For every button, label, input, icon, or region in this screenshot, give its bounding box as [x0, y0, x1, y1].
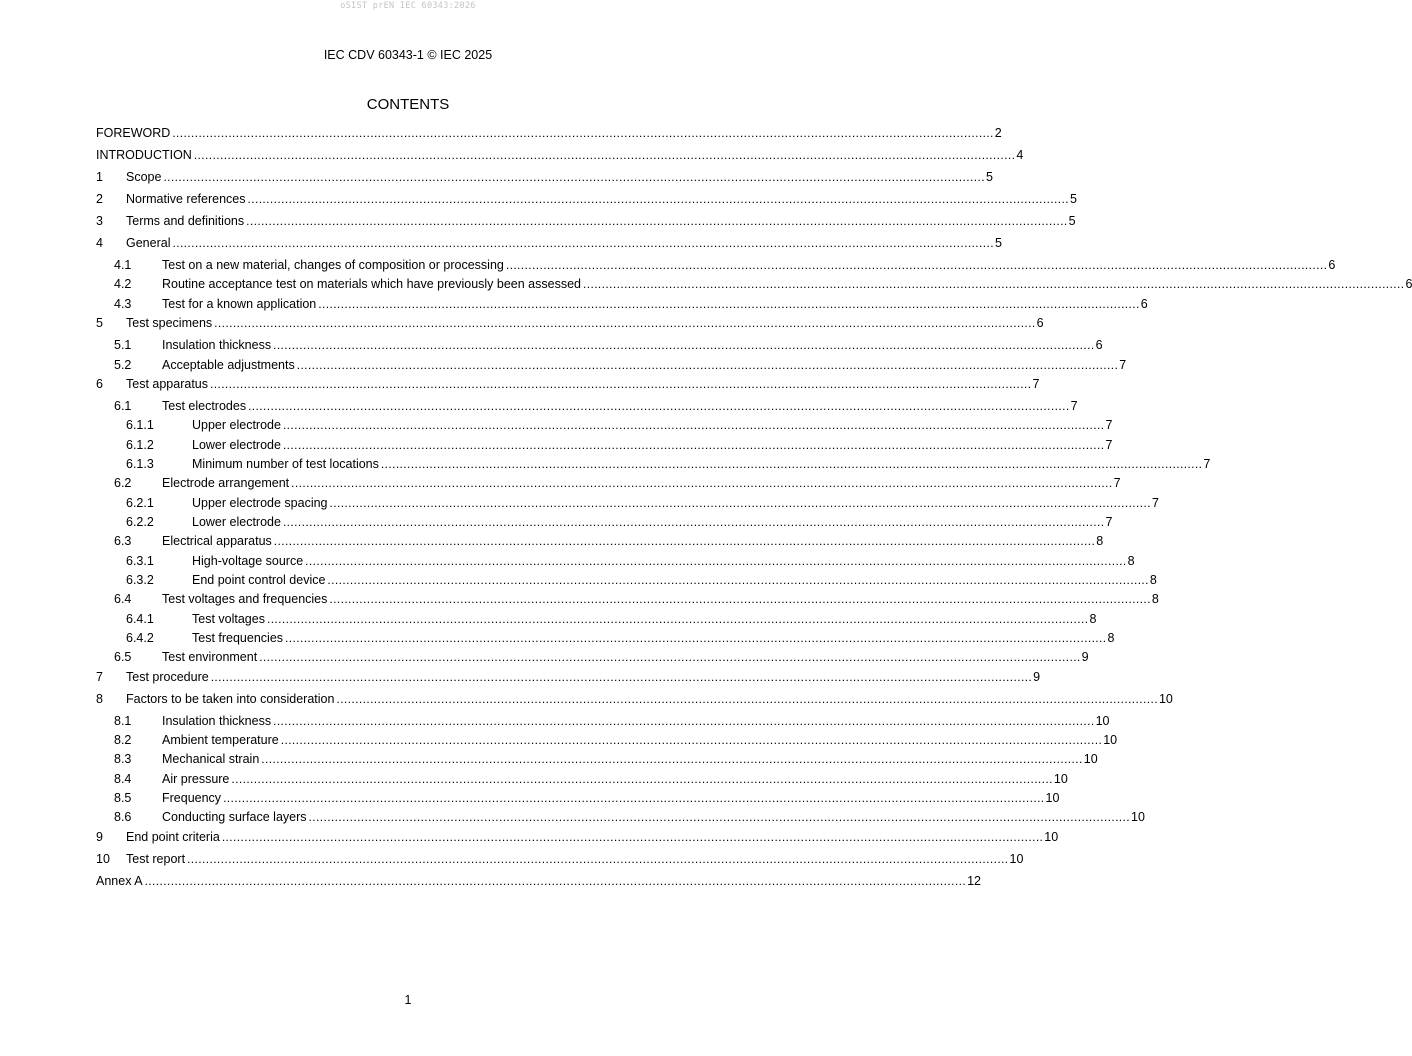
dot-leader: ............................................................................................................................................................................................................................: [231, 772, 1053, 786]
toc-entry-page: 10: [1009, 852, 1024, 866]
toc-entry-page: 4: [1016, 148, 1024, 162]
toc-entry-label: Mechanical strain: [162, 752, 260, 766]
toc-entry-page: 6: [1095, 338, 1103, 352]
toc-entry-page: 2: [994, 126, 1002, 140]
toc-entry-number: 5.1: [114, 338, 132, 352]
toc-entry-page: 6: [1140, 297, 1148, 311]
toc-entry[interactable]: [96, 515, 1113, 534]
toc-entry-label: Lower electrode: [192, 515, 281, 529]
page-number: 1: [404, 993, 412, 1007]
toc-entry[interactable]: [96, 192, 1077, 211]
dot-leader: ............................................................................................................................................................................................................................: [259, 650, 1081, 664]
toc-entry-number: 4.1: [114, 258, 132, 272]
toc-entry[interactable]: [96, 874, 981, 893]
toc-entry-label: Test electrodes: [162, 399, 247, 413]
toc-entry-page: 5: [994, 236, 1002, 250]
toc-entry-page: 10: [1131, 810, 1145, 824]
dot-leader: ............................................................................................................................................................................................................................: [221, 830, 1044, 844]
toc-entry-number: 8.6: [114, 810, 132, 824]
toc-entry-number: 6.2.1: [126, 496, 154, 510]
toc-entry-page: 6: [1405, 277, 1412, 291]
toc-entry-label: Acceptable adjustments: [162, 358, 295, 372]
dot-leader: ............................................................................................................................................................................................................................: [308, 810, 1131, 824]
dot-leader: ............................................................................................................................................................................................................................: [282, 438, 1105, 452]
dot-leader: ............................................................................................................................................................................................................................: [280, 733, 1103, 747]
dot-leader: ............................................................................................................................................................................................................................: [172, 126, 994, 140]
dot-leader: ............................................................................................................................................................................................................................: [261, 752, 1083, 766]
toc-entry-number: 1: [96, 170, 103, 184]
dot-leader: ............................................................................................................................................................................................................................: [163, 170, 985, 184]
toc-entry-page: 12: [967, 874, 981, 888]
toc-entry-label: Air pressure: [162, 772, 230, 786]
toc-entry-page: 7: [1032, 377, 1040, 391]
toc-entry-number: 5.2: [114, 358, 132, 372]
toc-entry-label: End point criteria: [126, 830, 220, 844]
dot-leader: ............................................................................................................................................................................................................................: [318, 297, 1140, 311]
dot-leader: ............................................................................................................................................................................................................................: [329, 496, 1151, 510]
toc-entry-label: Upper electrode spacing: [192, 496, 328, 510]
toc-entry[interactable]: [96, 631, 1115, 650]
dot-leader: ............................................................................................................................................................................................................................: [273, 714, 1095, 728]
dot-leader: ............................................................................................................................................................................................................................: [214, 316, 1036, 330]
toc-entry[interactable]: [96, 258, 1336, 277]
toc-entry[interactable]: [96, 438, 1113, 457]
toc-entry-page: 8: [1149, 573, 1157, 587]
dot-leader: ............................................................................................................................................................................................................................: [248, 399, 1070, 413]
toc-entry-label: Lower electrode: [192, 438, 281, 452]
toc-entry[interactable]: [96, 126, 1002, 145]
dot-leader: ............................................................................................................................................................................................................................: [273, 338, 1095, 352]
toc-entry-number: 8.4: [114, 772, 132, 786]
toc-entry-page: 6: [1036, 316, 1044, 330]
toc-entry-number: 7: [96, 670, 103, 684]
toc-entry-label: Scope: [126, 170, 162, 184]
dot-leader: ............................................................................................................................................................................................................................: [144, 874, 967, 888]
toc-entry-number: 8.1: [114, 714, 132, 728]
toc-entry-label: Test on a new material, changes of composition or processing: [162, 258, 504, 272]
toc-entry[interactable]: [96, 297, 1148, 316]
toc-entry-label: Conducting surface layers: [162, 810, 307, 824]
toc-entry-page: 8: [1151, 592, 1159, 606]
dot-leader: ............................................................................................................................................................................................................................: [210, 377, 1032, 391]
dot-leader: ............................................................................................................................................................................................................................: [247, 192, 1069, 206]
toc-entry[interactable]: [96, 316, 1044, 335]
toc-entry[interactable]: [96, 457, 1211, 476]
toc-entry[interactable]: [96, 772, 1068, 791]
toc-entry[interactable]: [96, 573, 1157, 592]
toc-entry[interactable]: [96, 733, 1118, 752]
toc-entry-label: Insulation thickness: [162, 338, 272, 352]
toc-entry-label: Routine acceptance test on materials which have previously been assessed: [162, 277, 581, 291]
toc-entry[interactable]: [96, 399, 1078, 418]
toc-entry-number: 6.3: [114, 534, 132, 548]
toc-entry[interactable]: [96, 377, 1040, 396]
toc-entry-label: Annex A: [96, 874, 143, 888]
toc-entry-label: Test environment: [162, 650, 258, 664]
toc-entry-page: 10: [1044, 830, 1059, 844]
toc-entry[interactable]: [96, 612, 1097, 631]
dot-leader: ............................................................................................................................................................................................................................: [336, 692, 1158, 706]
toc-entry-page: 7: [1151, 496, 1159, 510]
toc-entry[interactable]: [96, 496, 1159, 515]
toc-entry[interactable]: [96, 714, 1110, 733]
toc-entry-number: 8.5: [114, 791, 132, 805]
toc-entry-label: End point control device: [192, 573, 326, 587]
dot-leader: ............................................................................................................................................................................................................................: [223, 791, 1045, 805]
toc-entry-page: 9: [1081, 650, 1089, 664]
toc-entry-page: 5: [985, 170, 993, 184]
toc-entry-page: 7: [1113, 476, 1121, 490]
toc-entry-page: 10: [1103, 733, 1118, 747]
toc-entry-number: 6.2: [114, 476, 132, 490]
toc-entry-number: 8.3: [114, 752, 132, 766]
toc-entry[interactable]: [96, 670, 1041, 689]
toc-entry-number: 6.2.2: [126, 515, 154, 529]
toc-entry[interactable]: [96, 752, 1098, 771]
toc-entry[interactable]: [96, 830, 1059, 849]
dot-leader: ............................................................................................................................................................................................................................: [266, 612, 1089, 626]
toc-entry[interactable]: [96, 692, 1173, 711]
toc-entry-label: Test report: [126, 852, 186, 866]
toc-entry-label: Factors to be taken into consideration: [126, 692, 335, 706]
dot-leader: ............................................................................................................................................................................................................................: [305, 554, 1127, 568]
toc-entry-page: 6: [1328, 258, 1336, 272]
toc-entry-page: 7: [1203, 457, 1211, 471]
toc-entry-page: 5: [1069, 192, 1077, 206]
toc-entry-number: 6.5: [114, 650, 132, 664]
toc-entry-label: FOREWORD: [96, 126, 171, 140]
dot-leader: ............................................................................................................................................................................................................................: [583, 277, 1405, 291]
toc-entry-page: 7: [1119, 358, 1127, 372]
toc-entry-label: Ambient temperature: [162, 733, 279, 747]
toc-entry-label: Frequency: [162, 791, 222, 805]
dot-leader: ............................................................................................................................................................................................................................: [329, 592, 1151, 606]
toc-entry-page: 8: [1089, 612, 1097, 626]
toc-entry-number: 6.4.2: [126, 631, 154, 645]
toc-entry-page: 8: [1107, 631, 1115, 645]
toc-entry-number: 9: [96, 830, 103, 844]
toc-entry-number: 6.1.1: [126, 418, 154, 432]
toc-entry-number: 6.3.1: [126, 554, 154, 568]
toc-entry-page: 10: [1095, 714, 1110, 728]
toc-entry-page: 9: [1033, 670, 1041, 684]
toc-entry-number: 4: [96, 236, 103, 250]
dot-leader: ............................................................................................................................................................................................................................: [380, 457, 1203, 471]
toc-entry-page: 7: [1070, 399, 1078, 413]
toc-entry-number: 4.2: [114, 277, 132, 291]
toc-entry-page: 7: [1105, 515, 1113, 529]
toc-entry-label: Test voltages and frequencies: [162, 592, 328, 606]
toc-entry-page: 10: [1053, 772, 1068, 786]
toc-entry-label: Minimum number of test locations: [192, 457, 379, 471]
toc-entry-number: 6.1: [114, 399, 132, 413]
toc-entry[interactable]: [96, 592, 1159, 611]
dot-leader: ............................................................................................................................................................................................................................: [246, 214, 1068, 228]
toc-entry-number: 3: [96, 214, 103, 228]
toc-entry-label: Test apparatus: [126, 377, 208, 391]
dot-leader: ............................................................................................................................................................................................................................: [505, 258, 1328, 272]
toc-entry[interactable]: [96, 810, 1145, 829]
toc-entry-number: 6.4.1: [126, 612, 154, 626]
toc-entry[interactable]: [96, 476, 1121, 495]
toc-entry[interactable]: [96, 852, 1024, 871]
toc-entry-label: Test specimens: [126, 316, 213, 330]
dot-leader: ............................................................................................................................................................................................................................: [296, 358, 1119, 372]
toc-entry-label: Test frequencies: [192, 631, 284, 645]
toc-entry-number: 6: [96, 377, 103, 391]
toc-entry-page: 7: [1105, 438, 1113, 452]
document-header: IEC CDV 60343-1 © IEC 2025: [323, 48, 493, 62]
toc-entry-label: Normative references: [126, 192, 246, 206]
dot-leader: ............................................................................................................................................................................................................................: [282, 515, 1105, 529]
toc-entry-label: Upper electrode: [192, 418, 281, 432]
toc-entry-page: 10: [1083, 752, 1098, 766]
toc-entry[interactable]: [96, 214, 1076, 233]
toc-entry-number: 10: [96, 852, 110, 866]
toc-entry-number: 4.3: [114, 297, 132, 311]
watermark: oSIST prEN IEC 60343:2026: [340, 1, 476, 11]
dot-leader: ............................................................................................................................................................................................................................: [193, 148, 1016, 162]
toc-entry-number: 8: [96, 692, 103, 706]
toc-entry-page: 10: [1158, 692, 1173, 706]
dot-leader: ............................................................................................................................................................................................................................: [172, 236, 994, 250]
toc-entry-page: 10: [1045, 791, 1060, 805]
toc-entry[interactable]: [96, 236, 1002, 255]
toc-entry-page: 8: [1096, 534, 1104, 548]
toc-entry[interactable]: [96, 534, 1104, 553]
toc-entry-page: 5: [1068, 214, 1076, 228]
dot-leader: ............................................................................................................................................................................................................................: [282, 418, 1105, 432]
toc-entry[interactable]: [96, 554, 1135, 573]
toc-entry-label: Terms and definitions: [126, 214, 245, 228]
toc-entry-number: 5: [96, 316, 103, 330]
toc-entry-number: 6.1.2: [126, 438, 154, 452]
toc-entry[interactable]: [96, 358, 1127, 377]
toc-entry-label: Electrical apparatus: [162, 534, 272, 548]
toc-entry[interactable]: [96, 170, 993, 189]
toc-entry[interactable]: [96, 338, 1103, 357]
toc-entry[interactable]: [96, 791, 1060, 810]
dot-leader: ............................................................................................................................................................................................................................: [285, 631, 1107, 645]
toc-entry-number: 6.3.2: [126, 573, 154, 587]
toc-entry-label: Test procedure: [126, 670, 209, 684]
toc-entry-number: 2: [96, 192, 103, 206]
toc-entry-label: High-voltage source: [192, 554, 304, 568]
contents-title: CONTENTS: [366, 96, 450, 113]
toc-entry-number: 6.4: [114, 592, 132, 606]
toc-entry[interactable]: [96, 148, 1024, 167]
dot-leader: ............................................................................................................................................................................................................................: [273, 534, 1096, 548]
toc-entry[interactable]: [96, 277, 1412, 296]
toc-entry-label: General: [126, 236, 171, 250]
toc-entry-label: Insulation thickness: [162, 714, 272, 728]
toc-entry-label: Test for a known application: [162, 297, 317, 311]
toc-entry-page: 8: [1127, 554, 1135, 568]
toc-entry-label: Electrode arrangement: [162, 476, 290, 490]
toc-entry-number: 8.2: [114, 733, 132, 747]
toc-entry[interactable]: [96, 418, 1113, 437]
toc-entry-label: INTRODUCTION: [96, 148, 192, 162]
dot-leader: ............................................................................................................................................................................................................................: [327, 573, 1149, 587]
toc-entry-number: 6.1.3: [126, 457, 154, 471]
dot-leader: ............................................................................................................................................................................................................................: [210, 670, 1033, 684]
dot-leader: ............................................................................................................................................................................................................................: [187, 852, 1009, 866]
toc-entry[interactable]: [96, 650, 1089, 669]
toc-entry-page: 7: [1105, 418, 1113, 432]
toc-entry-label: Test voltages: [192, 612, 265, 626]
dot-leader: ............................................................................................................................................................................................................................: [291, 476, 1113, 490]
